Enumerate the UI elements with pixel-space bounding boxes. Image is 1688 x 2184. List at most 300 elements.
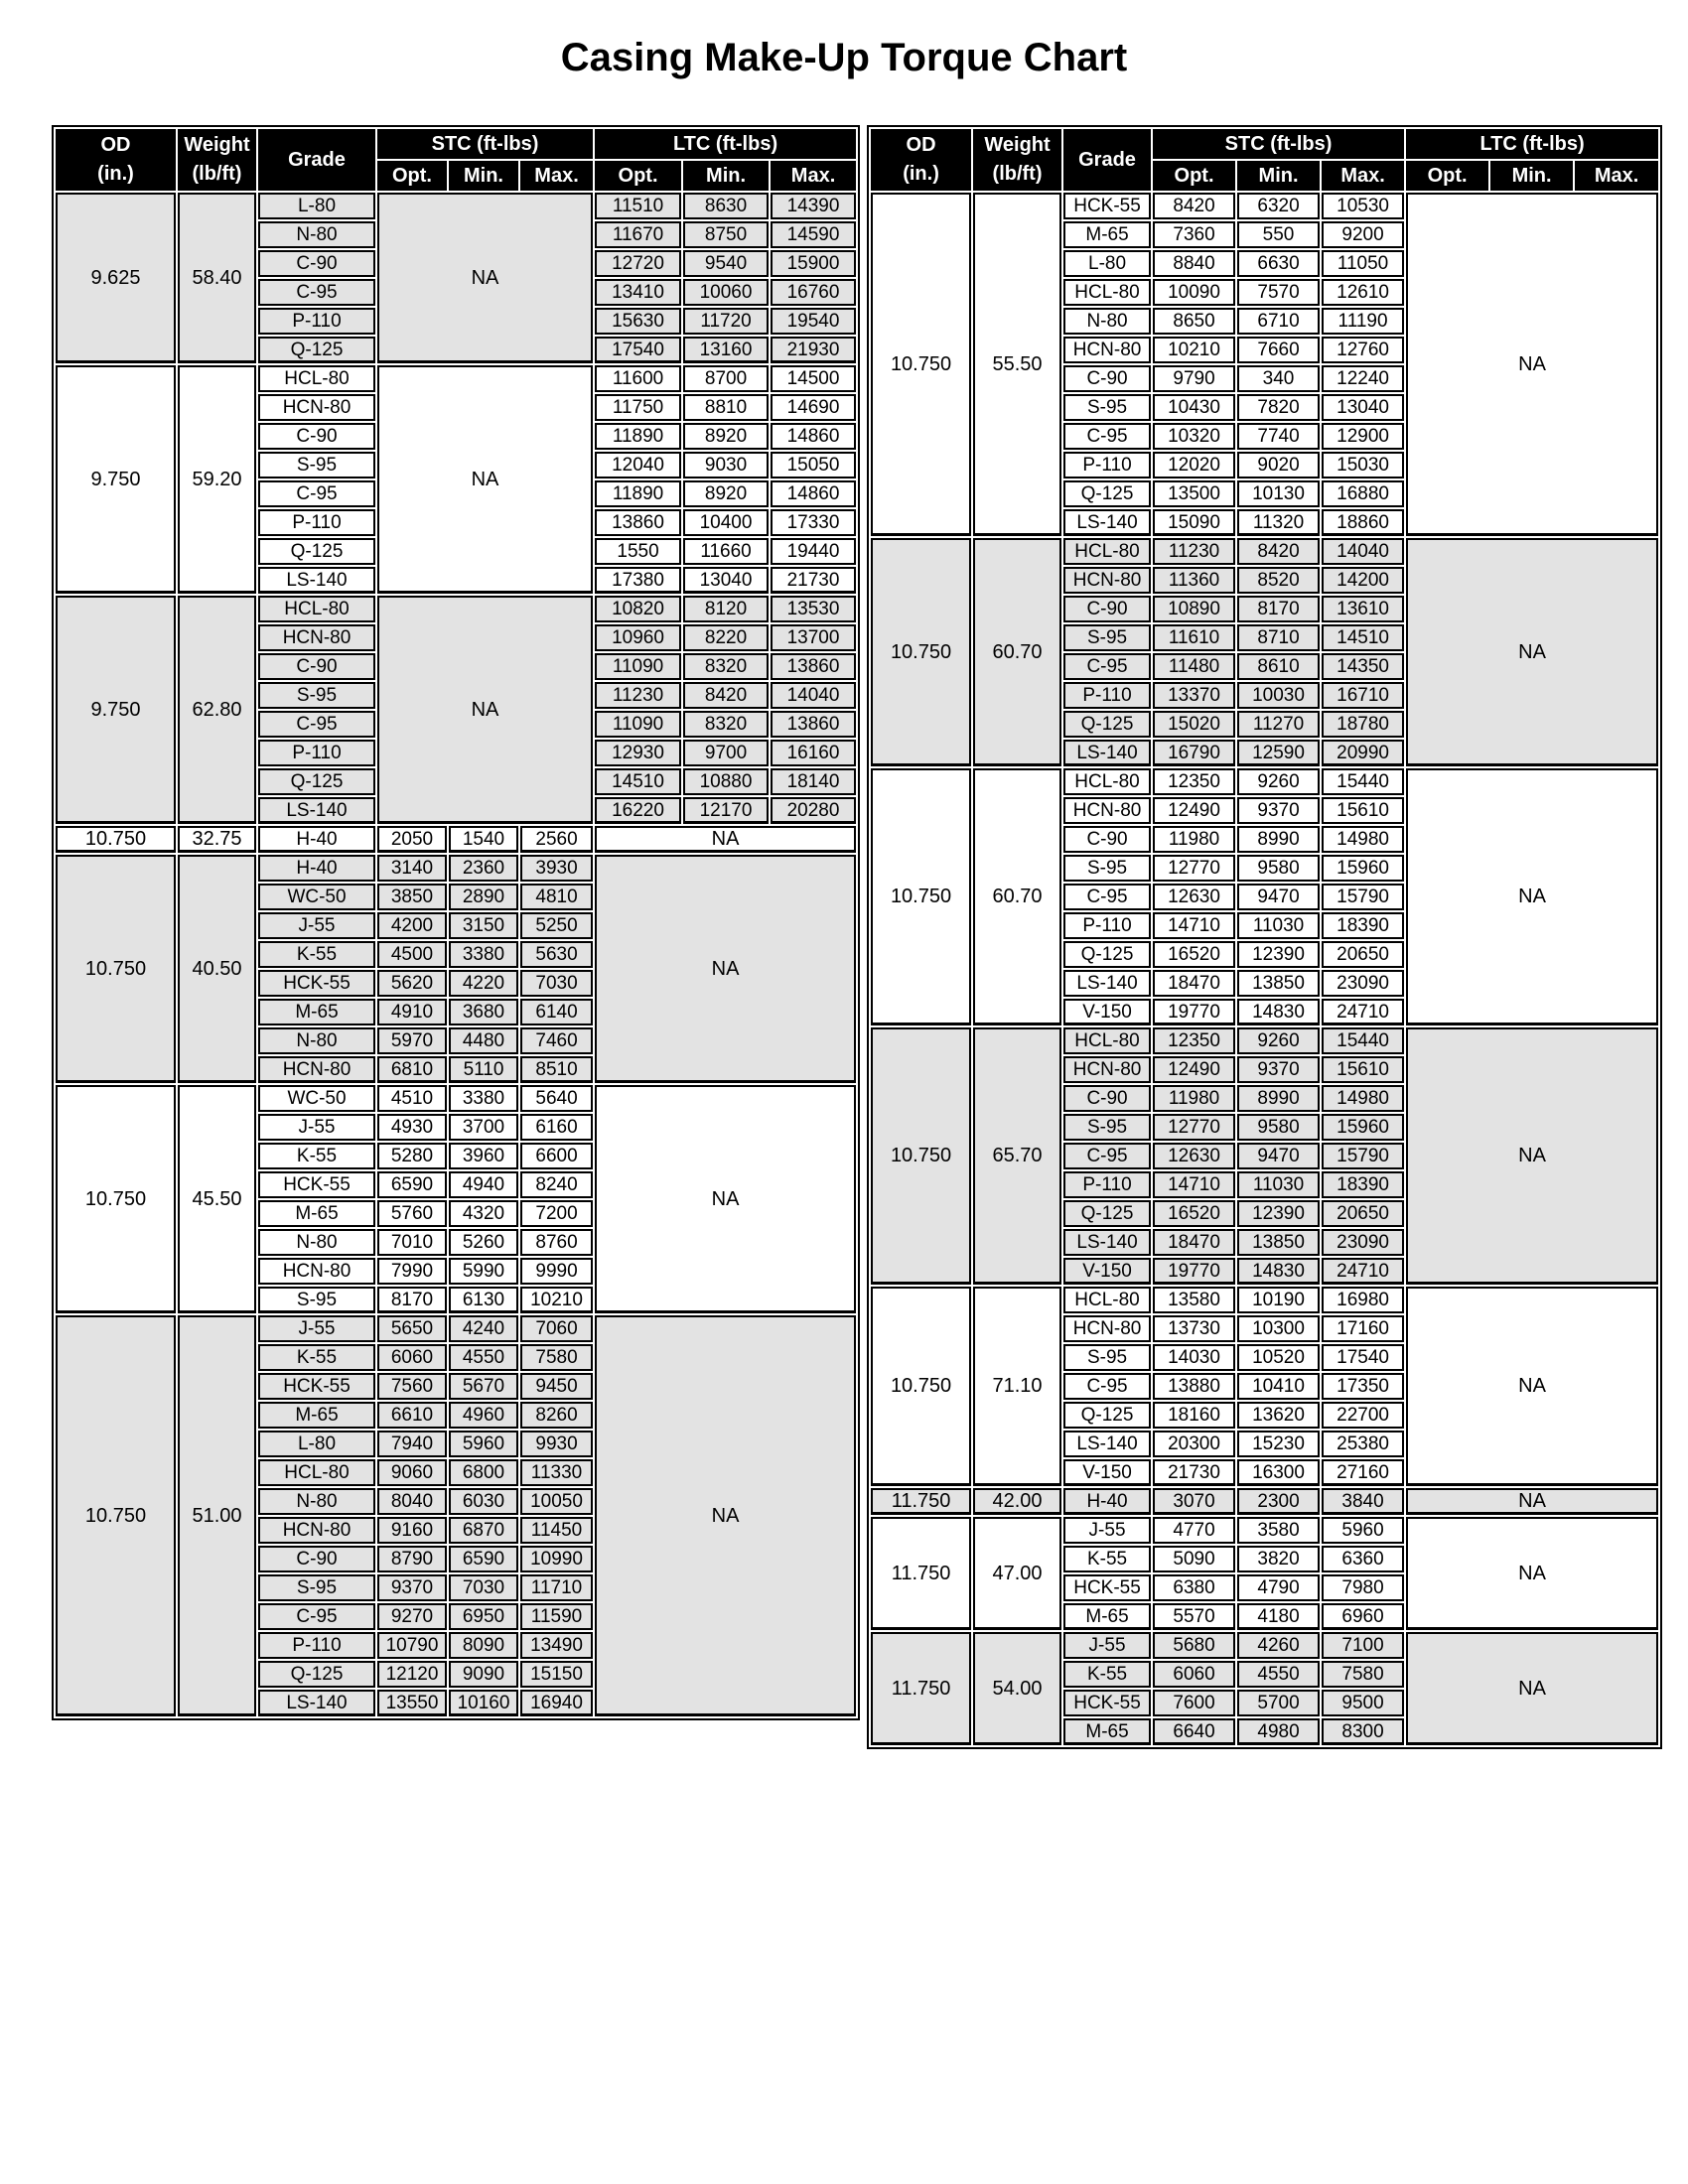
- weight-group: [871, 1027, 1658, 1285]
- table-row: [871, 1632, 1658, 1659]
- stc-max-header: Max.: [520, 161, 593, 191]
- stc-value-cell: 9470: [1237, 884, 1320, 910]
- grade-cell: C-90: [258, 653, 375, 680]
- stc-value-cell: 3580: [1237, 1517, 1320, 1544]
- stc-value-cell: 3840: [1322, 1488, 1404, 1515]
- od-cell: 9.750: [56, 596, 176, 824]
- grade-cell: N-80: [258, 1488, 375, 1515]
- od-cell: 10.750: [871, 1287, 971, 1486]
- table-row: [871, 1287, 1658, 1313]
- stc-value-cell: 7580: [520, 1344, 593, 1371]
- stc-value-cell: 10410: [1237, 1373, 1320, 1400]
- stc-value-cell: 7100: [1322, 1632, 1404, 1659]
- stc-value-cell: 14030: [1153, 1344, 1235, 1371]
- stc-value-cell: 4510: [377, 1085, 447, 1112]
- grade-cell: K-55: [1063, 1661, 1151, 1688]
- stc-value-cell: 9370: [1237, 797, 1320, 824]
- stc-value-cell: 14040: [1322, 538, 1404, 565]
- ltc-value-cell: 14500: [771, 365, 856, 392]
- stc-value-cell: 7980: [1322, 1574, 1404, 1601]
- stc-value-cell: 10300: [1237, 1315, 1320, 1342]
- stc-value-cell: 13580: [1153, 1287, 1235, 1313]
- stc-value-cell: 10210: [1153, 337, 1235, 363]
- grade-cell: Q-125: [258, 538, 375, 565]
- ltc-value-cell: 17330: [771, 509, 856, 536]
- grade-cell: HCK-55: [1063, 1690, 1151, 1716]
- stc-value-cell: 19770: [1153, 1258, 1235, 1285]
- grade-cell: Q-125: [1063, 941, 1151, 968]
- ltc-value-cell: 15050: [771, 452, 856, 478]
- weight-cell: 60.70: [973, 538, 1061, 766]
- stc-value-cell: 23090: [1322, 1229, 1404, 1256]
- stc-value-cell: 11710: [520, 1574, 593, 1601]
- stc-value-cell: 2890: [449, 884, 518, 910]
- stc-value-cell: 3680: [449, 999, 518, 1025]
- grade-cell: N-80: [258, 221, 375, 248]
- grade-cell: LS-140: [1063, 509, 1151, 536]
- stc-value-cell: 7820: [1237, 394, 1320, 421]
- stc-value-cell: 25380: [1322, 1431, 1404, 1457]
- stc-opt-header: Opt.: [377, 161, 447, 191]
- stc-value-cell: 14510: [1322, 624, 1404, 651]
- weight-group: [871, 1632, 1658, 1745]
- stc-value-cell: 14200: [1322, 567, 1404, 594]
- ltc-header: LTC (ft-lbs): [1406, 129, 1658, 159]
- grade-cell: L-80: [1063, 250, 1151, 277]
- stc-value-cell: 8260: [520, 1402, 593, 1429]
- grade-cell: S-95: [258, 682, 375, 709]
- od-cell: 10.750: [871, 538, 971, 766]
- stc-value-cell: 13490: [520, 1632, 593, 1659]
- weight-cell: 58.40: [178, 193, 256, 363]
- grade-cell: HCK-55: [258, 970, 375, 997]
- ltc-value-cell: 14860: [771, 480, 856, 507]
- stc-value-cell: 9370: [377, 1574, 447, 1601]
- weight-cell: 45.50: [178, 1085, 256, 1313]
- stc-value-cell: 6640: [1153, 1718, 1235, 1745]
- ltc-value-cell: 13410: [595, 279, 681, 306]
- ltc-na-cell: NA: [595, 826, 856, 853]
- stc-value-cell: 22700: [1322, 1402, 1404, 1429]
- stc-value-cell: 340: [1237, 365, 1320, 392]
- grade-cell: S-95: [1063, 855, 1151, 882]
- table-header: [871, 129, 1658, 191]
- stc-value-cell: 11330: [520, 1459, 593, 1486]
- stc-value-cell: 14710: [1153, 1171, 1235, 1198]
- grade-cell: C-95: [1063, 1373, 1151, 1400]
- grade-cell: V-150: [1063, 1459, 1151, 1486]
- stc-value-cell: 3380: [449, 941, 518, 968]
- stc-value-cell: 6590: [449, 1546, 518, 1572]
- ltc-value-cell: 19440: [771, 538, 856, 565]
- grade-cell: S-95: [1063, 1344, 1151, 1371]
- ltc-value-cell: 12170: [683, 797, 769, 824]
- stc-value-cell: 8710: [1237, 624, 1320, 651]
- grade-cell: K-55: [258, 941, 375, 968]
- stc-value-cell: 13730: [1153, 1315, 1235, 1342]
- stc-value-cell: 8610: [1237, 653, 1320, 680]
- ltc-value-cell: 11510: [595, 193, 681, 219]
- stc-value-cell: 14830: [1237, 1258, 1320, 1285]
- weight-cell: 51.00: [178, 1315, 256, 1716]
- grade-cell: L-80: [258, 193, 375, 219]
- stc-value-cell: 15030: [1322, 452, 1404, 478]
- table-row: [56, 1315, 856, 1342]
- stc-value-cell: 13620: [1237, 1402, 1320, 1429]
- stc-value-cell: 5650: [377, 1315, 447, 1342]
- stc-value-cell: 6630: [1237, 250, 1320, 277]
- ltc-max-header: Max.: [1575, 161, 1658, 191]
- stc-value-cell: 19770: [1153, 999, 1235, 1025]
- stc-value-cell: 11360: [1153, 567, 1235, 594]
- grade-cell: C-90: [258, 1546, 375, 1572]
- stc-value-cell: 9370: [1237, 1056, 1320, 1083]
- weight-group: [56, 1315, 856, 1716]
- stc-value-cell: 8420: [1237, 538, 1320, 565]
- torque-table-left: [52, 125, 860, 1720]
- stc-value-cell: 7660: [1237, 337, 1320, 363]
- grade-cell: C-90: [1063, 826, 1151, 853]
- stc-value-cell: 3930: [520, 855, 593, 882]
- od-header: OD (in.): [56, 129, 176, 191]
- stc-value-cell: 9020: [1237, 452, 1320, 478]
- grade-cell: HCN-80: [258, 394, 375, 421]
- ltc-value-cell: 16760: [771, 279, 856, 306]
- stc-value-cell: 4550: [1237, 1661, 1320, 1688]
- grade-cell: LS-140: [258, 1690, 375, 1716]
- grade-cell: P-110: [258, 740, 375, 766]
- grade-cell: J-55: [258, 1114, 375, 1141]
- ltc-value-cell: 8630: [683, 193, 769, 219]
- ltc-na-cell: NA: [1406, 193, 1658, 536]
- table-row: [871, 538, 1658, 565]
- ltc-value-cell: 11720: [683, 308, 769, 335]
- weight-group: [56, 596, 856, 824]
- grade-cell: C-95: [1063, 423, 1151, 450]
- stc-value-cell: 13610: [1322, 596, 1404, 622]
- stc-value-cell: 7010: [377, 1229, 447, 1256]
- stc-value-cell: 5090: [1153, 1546, 1235, 1572]
- grade-cell: HCN-80: [1063, 797, 1151, 824]
- stc-value-cell: 9260: [1237, 768, 1320, 795]
- ltc-value-cell: 11750: [595, 394, 681, 421]
- stc-na-cell: NA: [377, 365, 593, 594]
- ltc-value-cell: 14690: [771, 394, 856, 421]
- grade-cell: Q-125: [258, 1661, 375, 1688]
- stc-value-cell: 13850: [1237, 1229, 1320, 1256]
- grade-cell: HCL-80: [1063, 1027, 1151, 1054]
- weight-group: [871, 768, 1658, 1025]
- stc-value-cell: 14350: [1322, 653, 1404, 680]
- stc-value-cell: 6320: [1237, 193, 1320, 219]
- weight-cell: 60.70: [973, 768, 1061, 1025]
- stc-value-cell: 4500: [377, 941, 447, 968]
- stc-value-cell: 11450: [520, 1517, 593, 1544]
- grade-cell: P-110: [1063, 682, 1151, 709]
- stc-value-cell: 4320: [449, 1200, 518, 1227]
- stc-value-cell: 18470: [1153, 1229, 1235, 1256]
- ltc-value-cell: 10960: [595, 624, 681, 651]
- stc-min-header: Min.: [1237, 161, 1320, 191]
- ltc-value-cell: 14510: [595, 768, 681, 795]
- ltc-value-cell: 14040: [771, 682, 856, 709]
- stc-value-cell: 6600: [520, 1143, 593, 1169]
- stc-value-cell: 3380: [449, 1085, 518, 1112]
- od-cell: 10.750: [871, 768, 971, 1025]
- stc-value-cell: 24710: [1322, 999, 1404, 1025]
- stc-value-cell: 8990: [1237, 1085, 1320, 1112]
- ltc-value-cell: 9700: [683, 740, 769, 766]
- stc-value-cell: 12120: [377, 1661, 447, 1688]
- ltc-value-cell: 11670: [595, 221, 681, 248]
- stc-value-cell: 15090: [1153, 509, 1235, 536]
- stc-value-cell: 15790: [1322, 1143, 1404, 1169]
- stc-value-cell: 18860: [1322, 509, 1404, 536]
- stc-value-cell: 7360: [1153, 221, 1235, 248]
- table-row: [871, 1517, 1658, 1544]
- stc-value-cell: 4940: [449, 1171, 518, 1198]
- ltc-value-cell: 16160: [771, 740, 856, 766]
- stc-value-cell: 3070: [1153, 1488, 1235, 1515]
- grade-cell: HCL-80: [258, 1459, 375, 1486]
- od-cell: 9.750: [56, 365, 176, 594]
- grade-cell: HCN-80: [1063, 337, 1151, 363]
- stc-value-cell: 6060: [377, 1344, 447, 1371]
- stc-value-cell: 6870: [449, 1517, 518, 1544]
- stc-value-cell: 11230: [1153, 538, 1235, 565]
- grade-cell: N-80: [258, 1229, 375, 1256]
- grade-cell: Q-125: [258, 337, 375, 363]
- ltc-value-cell: 8920: [683, 423, 769, 450]
- stc-value-cell: 5760: [377, 1200, 447, 1227]
- grade-cell: S-95: [1063, 624, 1151, 651]
- stc-value-cell: 16520: [1153, 1200, 1235, 1227]
- stc-value-cell: 11050: [1322, 250, 1404, 277]
- stc-value-cell: 12590: [1237, 740, 1320, 766]
- grade-cell: HCL-80: [258, 365, 375, 392]
- table-row: [56, 1085, 856, 1112]
- table-row: [56, 826, 856, 853]
- stc-value-cell: 15020: [1153, 711, 1235, 738]
- stc-value-cell: 5960: [449, 1431, 518, 1457]
- grade-header: Grade: [1063, 129, 1151, 191]
- stc-value-cell: 6130: [449, 1287, 518, 1313]
- weight-cell: 42.00: [973, 1488, 1061, 1515]
- stc-value-cell: 7060: [520, 1315, 593, 1342]
- stc-value-cell: 12610: [1322, 279, 1404, 306]
- weight-group: [56, 193, 856, 363]
- ltc-value-cell: 8320: [683, 653, 769, 680]
- ltc-value-cell: 8920: [683, 480, 769, 507]
- ltc-na-cell: NA: [595, 1315, 856, 1716]
- stc-value-cell: 16710: [1322, 682, 1404, 709]
- stc-value-cell: 16980: [1322, 1287, 1404, 1313]
- ltc-na-cell: NA: [595, 855, 856, 1083]
- grade-cell: P-110: [1063, 912, 1151, 939]
- stc-value-cell: 6030: [449, 1488, 518, 1515]
- stc-value-cell: 8760: [520, 1229, 593, 1256]
- weight-cell: 40.50: [178, 855, 256, 1083]
- stc-value-cell: 12630: [1153, 884, 1235, 910]
- stc-value-cell: 16940: [520, 1690, 593, 1716]
- stc-value-cell: 5960: [1322, 1517, 1404, 1544]
- grade-cell: C-95: [258, 1603, 375, 1630]
- stc-value-cell: 10790: [377, 1632, 447, 1659]
- grade-cell: C-95: [1063, 884, 1151, 910]
- stc-value-cell: 8990: [1237, 826, 1320, 853]
- stc-value-cell: 8040: [377, 1488, 447, 1515]
- ltc-value-cell: 16220: [595, 797, 681, 824]
- ltc-value-cell: 15630: [595, 308, 681, 335]
- stc-value-cell: 9790: [1153, 365, 1235, 392]
- stc-value-cell: 11190: [1322, 308, 1404, 335]
- stc-value-cell: 15610: [1322, 797, 1404, 824]
- grade-cell: C-95: [258, 711, 375, 738]
- stc-value-cell: 5280: [377, 1143, 447, 1169]
- stc-header: STC (ft-lbs): [1153, 129, 1404, 159]
- grade-cell: HCN-80: [258, 1056, 375, 1083]
- ltc-value-cell: 11890: [595, 423, 681, 450]
- weight-cell: 47.00: [973, 1517, 1061, 1630]
- stc-value-cell: 9580: [1237, 855, 1320, 882]
- grade-cell: C-95: [1063, 1143, 1151, 1169]
- weight-cell: 65.70: [973, 1027, 1061, 1285]
- stc-value-cell: 5620: [377, 970, 447, 997]
- weight-group: [56, 365, 856, 594]
- stc-value-cell: 9200: [1322, 221, 1404, 248]
- stc-value-cell: 4200: [377, 912, 447, 939]
- stc-value-cell: 8420: [1153, 193, 1235, 219]
- stc-value-cell: 9470: [1237, 1143, 1320, 1169]
- stc-value-cell: 5630: [520, 941, 593, 968]
- stc-value-cell: 8840: [1153, 250, 1235, 277]
- ltc-value-cell: 11890: [595, 480, 681, 507]
- ltc-na-cell: NA: [1406, 1517, 1658, 1630]
- ltc-value-cell: 10400: [683, 509, 769, 536]
- ltc-max-header: Max.: [771, 161, 856, 191]
- stc-value-cell: 3850: [377, 884, 447, 910]
- od-cell: 10.750: [56, 1315, 176, 1716]
- stc-value-cell: 6360: [1322, 1546, 1404, 1572]
- grade-cell: S-95: [258, 1287, 375, 1313]
- grade-cell: M-65: [1063, 221, 1151, 248]
- table-header: [56, 129, 856, 191]
- ltc-value-cell: 1550: [595, 538, 681, 565]
- weight-cell: 54.00: [973, 1632, 1061, 1745]
- stc-value-cell: 13500: [1153, 480, 1235, 507]
- ltc-min-header: Min.: [1490, 161, 1573, 191]
- grade-cell: C-95: [1063, 653, 1151, 680]
- stc-value-cell: 3700: [449, 1114, 518, 1141]
- stc-value-cell: 10320: [1153, 423, 1235, 450]
- grade-cell: HCN-80: [258, 1258, 375, 1285]
- stc-value-cell: 4240: [449, 1315, 518, 1342]
- stc-value-cell: 5700: [1237, 1690, 1320, 1716]
- grade-cell: HCK-55: [258, 1373, 375, 1400]
- stc-value-cell: 8790: [377, 1546, 447, 1572]
- stc-value-cell: 5990: [449, 1258, 518, 1285]
- grade-cell: Q-125: [1063, 711, 1151, 738]
- grade-cell: WC-50: [258, 1085, 375, 1112]
- stc-value-cell: 7460: [520, 1027, 593, 1054]
- ltc-value-cell: 8750: [683, 221, 769, 248]
- stc-value-cell: 7200: [520, 1200, 593, 1227]
- stc-value-cell: 11480: [1153, 653, 1235, 680]
- grade-cell: S-95: [258, 1574, 375, 1601]
- od-cell: 10.750: [56, 855, 176, 1083]
- weight-cell: 55.50: [973, 193, 1061, 536]
- weight-group: [56, 1085, 856, 1313]
- ltc-value-cell: 13860: [771, 711, 856, 738]
- stc-value-cell: 2300: [1237, 1488, 1320, 1515]
- stc-value-cell: 6800: [449, 1459, 518, 1486]
- stc-value-cell: 8650: [1153, 308, 1235, 335]
- stc-value-cell: 12020: [1153, 452, 1235, 478]
- grade-cell: C-90: [1063, 596, 1151, 622]
- stc-value-cell: 12900: [1322, 423, 1404, 450]
- grade-cell: Q-125: [1063, 480, 1151, 507]
- stc-value-cell: 18470: [1153, 970, 1235, 997]
- stc-value-cell: 14830: [1237, 999, 1320, 1025]
- stc-value-cell: 17350: [1322, 1373, 1404, 1400]
- grade-cell: N-80: [1063, 308, 1151, 335]
- ltc-na-cell: NA: [1406, 1632, 1658, 1745]
- grade-cell: S-95: [1063, 1114, 1151, 1141]
- stc-value-cell: 6710: [1237, 308, 1320, 335]
- stc-value-cell: 4960: [449, 1402, 518, 1429]
- ltc-value-cell: 9540: [683, 250, 769, 277]
- stc-value-cell: 6590: [377, 1171, 447, 1198]
- ltc-value-cell: 8700: [683, 365, 769, 392]
- table-row: [56, 193, 856, 219]
- grade-cell: LS-140: [1063, 970, 1151, 997]
- table-row: [871, 1488, 1658, 1515]
- stc-value-cell: 12240: [1322, 365, 1404, 392]
- stc-value-cell: 7580: [1322, 1661, 1404, 1688]
- ltc-na-cell: NA: [595, 1085, 856, 1313]
- ltc-value-cell: 13160: [683, 337, 769, 363]
- stc-value-cell: 12390: [1237, 1200, 1320, 1227]
- ltc-value-cell: 15900: [771, 250, 856, 277]
- stc-value-cell: 12350: [1153, 1027, 1235, 1054]
- stc-value-cell: 17540: [1322, 1344, 1404, 1371]
- stc-value-cell: 8240: [520, 1171, 593, 1198]
- stc-value-cell: 24710: [1322, 1258, 1404, 1285]
- stc-value-cell: 5680: [1153, 1632, 1235, 1659]
- ltc-value-cell: 21930: [771, 337, 856, 363]
- grade-cell: C-90: [258, 423, 375, 450]
- grade-cell: J-55: [1063, 1632, 1151, 1659]
- grade-cell: Q-125: [258, 768, 375, 795]
- stc-value-cell: 15960: [1322, 1114, 1404, 1141]
- stc-value-cell: 5640: [520, 1085, 593, 1112]
- stc-value-cell: 11320: [1237, 509, 1320, 536]
- stc-value-cell: 20990: [1322, 740, 1404, 766]
- stc-value-cell: 11610: [1153, 624, 1235, 651]
- stc-value-cell: 7940: [377, 1431, 447, 1457]
- weight-group: [871, 1488, 1658, 1515]
- od-cell: 11.750: [871, 1488, 971, 1515]
- stc-value-cell: 11030: [1237, 1171, 1320, 1198]
- table-row: [871, 193, 1658, 219]
- stc-value-cell: 3820: [1237, 1546, 1320, 1572]
- stc-value-cell: 7560: [377, 1373, 447, 1400]
- stc-value-cell: 9500: [1322, 1690, 1404, 1716]
- stc-value-cell: 9160: [377, 1517, 447, 1544]
- stc-opt-header: Opt.: [1153, 161, 1235, 191]
- weight-group: [56, 826, 856, 853]
- table-row: [56, 855, 856, 882]
